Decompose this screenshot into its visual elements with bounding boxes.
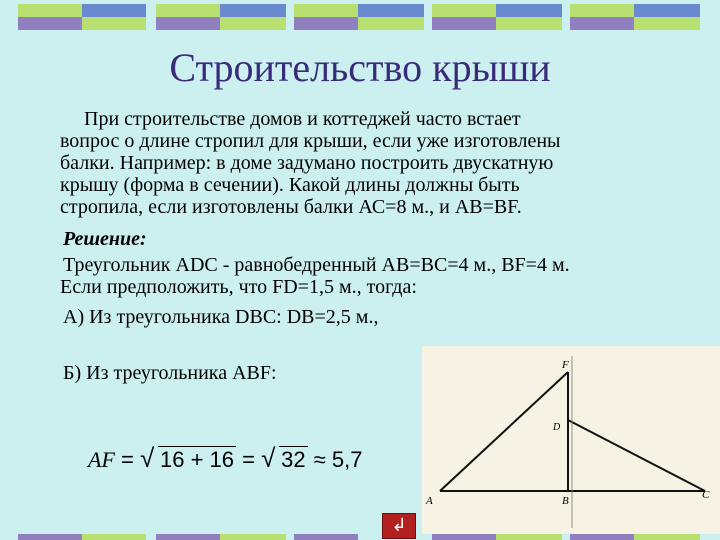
formula-equals: =	[242, 447, 255, 472]
stripe-segment	[570, 534, 634, 540]
label-d: D	[553, 422, 561, 433]
stripe-segment	[156, 4, 220, 30]
slide-title: Строительство крыши	[169, 45, 551, 90]
af-formula	[88, 443, 363, 473]
radicand: 16 + 16	[160, 447, 235, 472]
formula-lhs: AF	[88, 447, 115, 472]
solution-heading: Решение:	[63, 228, 147, 250]
stripe-segment	[220, 4, 286, 30]
problem-line-text: При строительстве домов и коттеджей часто встает	[84, 108, 521, 130]
problem-line: стропила, если изготовлены балки АС=8 м., и АВ=BF.	[60, 196, 522, 218]
stripe-segment	[220, 534, 286, 540]
stripe-segment	[294, 534, 358, 540]
step-b: Б) Из треугольника ABF:	[63, 362, 277, 384]
stripe-segment	[634, 4, 700, 30]
stripe-segment	[358, 4, 424, 30]
stripe-segment	[496, 534, 562, 540]
solution-line: Треугольник ADC - равнобедренный АВ=ВС=4 м., BF=4 м.	[63, 254, 570, 276]
problem-text	[60, 108, 700, 218]
roof-diagram-svg	[422, 346, 720, 534]
stripe-segment	[432, 4, 496, 30]
stripe-segment	[294, 4, 358, 30]
problem-line	[60, 108, 700, 130]
step-a: А) Из треугольника DBC: DB=2,5 м.,	[63, 306, 379, 328]
stripe-segment	[634, 534, 700, 540]
label-f: F	[562, 359, 569, 371]
rafter-af	[440, 372, 568, 491]
stripe-segment	[570, 4, 634, 30]
radicand: 32	[281, 447, 306, 472]
stripe-segment	[82, 534, 146, 540]
formula-equals: =	[121, 447, 134, 472]
square-root: √ 32	[261, 443, 306, 473]
bottom-decorative-stripe	[0, 534, 720, 540]
label-a: A	[426, 495, 433, 507]
stripe-segment	[156, 534, 220, 540]
stripe-segment	[82, 4, 146, 30]
label-b: B	[562, 495, 569, 507]
stripe-segment	[496, 4, 562, 30]
square-root: √ 16 + 16	[140, 443, 235, 473]
stripe-segment	[18, 534, 82, 540]
problem-line: вопрос о длине стропил для крыши, если уже изготовлены	[60, 130, 561, 152]
formula-approx: ≈ 5,7	[313, 447, 363, 472]
rafter-dc	[568, 420, 705, 491]
problem-line: крышу (форма в сечении). Какой длины должны быть	[60, 174, 520, 196]
solution-line: Если предположить, что FD=1,5 м., тогда:	[60, 276, 417, 298]
stripe-segment	[432, 534, 496, 540]
top-decorative-stripe	[0, 4, 720, 30]
roof-diagram	[422, 346, 720, 534]
problem-line: балки. Например: в доме задумано построить двускатную	[60, 152, 554, 174]
label-c: C	[702, 489, 710, 501]
stripe-segment	[18, 4, 82, 30]
return-button[interactable]: ↲	[382, 513, 416, 539]
